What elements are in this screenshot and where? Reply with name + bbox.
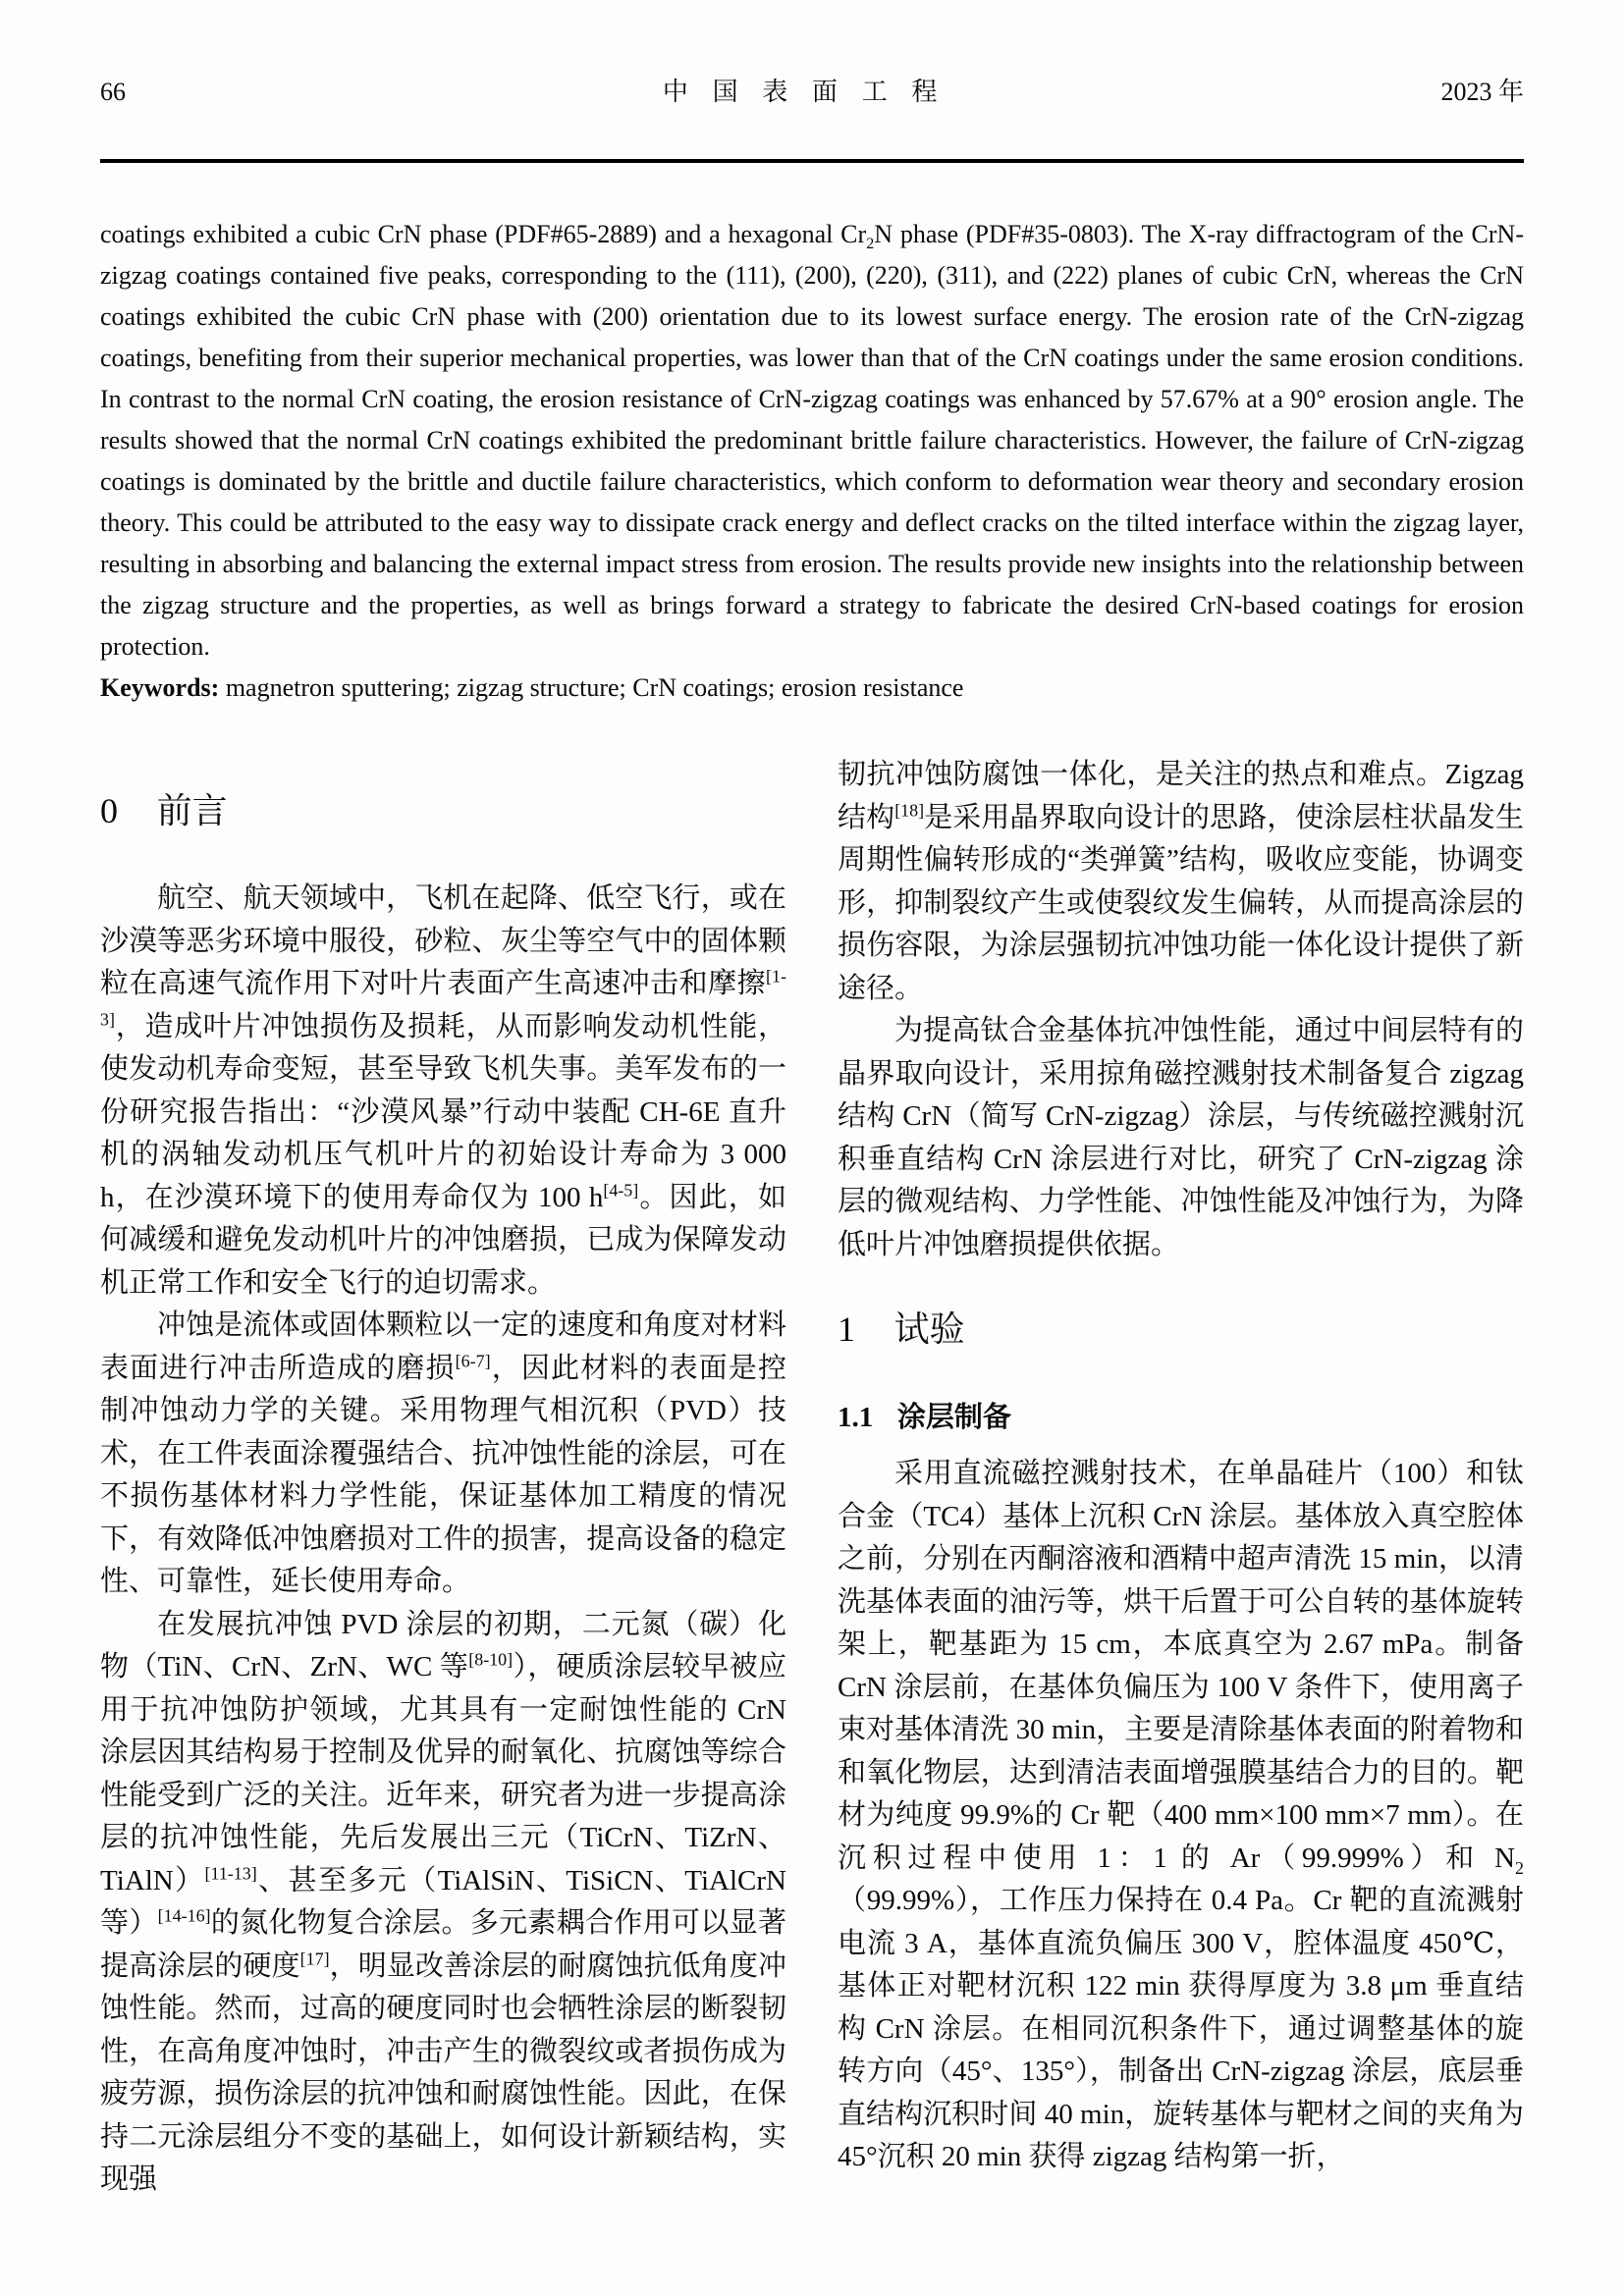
subsection-heading-1-1: [838, 1396, 1524, 1439]
section-number: 0: [100, 791, 118, 830]
section-heading-0: [100, 787, 786, 834]
keywords-line: [100, 667, 1524, 709]
journal-title: 中国表面工程: [662, 78, 962, 106]
section-heading-1: [838, 1306, 1524, 1353]
keywords-text: magnetron sputtering; zigzag structure; CrN coatings; erosion resistance: [225, 673, 964, 702]
abstract-paragraph: coatings exhibited a cubic CrN phase (PDF#65-2889) and a hexagonal $Cr_2N$ phase (PDF#35-0803). The X-ray diffractogram of the CrN-zigzag coatings contained five peaks, corresponding to the (111), (200), (220), (311), and (222) planes of cubic CrN, whereas the CrN coatings exhibited the cubic CrN phase with (200) orientation due to its lowest surface energy. The erosion rate of the CrN-zigzag coatings, benefiting from their superior mechanical properties, was lower than that of the CrN coatings under the same erosion conditions. In contrast to the normal CrN coating, the erosion resistance of CrN-zigzag coatings was enhanced by 57.67% at a 90° erosion angle. The results showed that the normal CrN coatings exhibited the predominant brittle failure characteristics. However, the failure of CrN-zigzag coatings is dominated by the brittle and ductile failure characteristics, which conform to deformation wear theory and secondary erosion theory. This could be attributed to the easy way to dissipate crack energy and deflect cracks on the tilted interface within the zigzag layer, resulting in absorbing and balancing the external impact stress from erosion. The results provide new insights into the relationship between the zigzag structure and the properties, as well as brings forward a strategy to fabricate the desired CrN-based coatings for erosion protection.: [100, 220, 1524, 661]
section-number: 1: [838, 1309, 855, 1349]
page-number: 66: [100, 78, 126, 106]
subsection-number: 1.1: [838, 1402, 874, 1433]
page-header: [100, 77, 1524, 108]
intro-para-1: 航空、航天领域中，飞机在起降、低空飞行，或在沙漠等恶劣环境中服役，砂粒、灰尘等空气中的固体颗粒在高速气流作用下对叶片表面产生高速冲击和摩擦[1-3]，造成叶片冲蚀损伤及损耗，从而影响发动机性能，使发动机寿命变短，甚至导致飞机失事。美军发布的一份研究报告指出：“沙漠风暴”行动中装配 CH-6E 直升机的涡轴发动机压气机叶片的初始设计寿命为 3 000 h，在沙漠环境下的使用寿命仅为 100 h[4-5]。因此，如何减缓和避免发动机叶片的冲蚀磨损，已成为保障发动机正常工作和安全飞行的迫切需求。: [100, 882, 786, 1299]
intro-para-continued: 韧抗冲蚀防腐蚀一体化，是关注的热点和难点。Zigzag 结构[18]是采用晶界取向设计的思路，使涂层柱状晶发生周期性偏转形成的“类弹簧”结构，吸收应变能，协调变形，抑制裂纹产生或使裂纹发生偏转，从而提高涂层的损伤容限，为涂层强韧抗冲蚀功能一体化设计提供了新途径。: [838, 759, 1524, 1004]
section-title: 前言: [156, 791, 228, 830]
keywords-label: Keywords:: [100, 673, 226, 702]
year-label: 2023 年: [1440, 78, 1524, 106]
subsection-title: 涂层制备: [896, 1402, 1011, 1433]
coating-prep-para: 采用直流磁控溅射技术，在单晶硅片（100）和钛合金（TC4）基体上沉积 CrN 涂层。基体放入真空腔体之前，分别在丙酮溶液和酒精中超声清洗 15 min，以清洗基体表面的油污等，烘干后置于可公自转的基体旋转架上，靶基距为 15 cm，本底真空为 2.67 mPa。制备 CrN 涂层前，在基体负偏压为 100 V 条件下，使用离子束对基体清洗 30 min，主要是清除基体表面的附着物和和氧化物层，达到清洁表面增强膜基结合力的目的。靶材为纯度 99.9%的 Cr 靶（400 mm×100 mm×7 mm）。在沉积过程中使用 1：1 的 Ar（99.999%）和 $N_2(99.99\%)$，工作压力保持在 0.4 Pa。Cr 靶的直流溅射电流 3 A，基体直流负偏压 300 V，腔体温度 450℃，基体正对靶材沉积 122 min 获得厚度为 3.8 μm 垂直结构 CrN 涂层。在相同沉积条件下，通过调整基体的旋转方向（45°、135°），制备出 CrN-zigzag 涂层，底层垂直结构沉积时间 40 min，旋转基体与靶材之间的夹角为 45°沉积 20 min 获得 zigzag 结构第一折，: [838, 1458, 1524, 2172]
intro-para-3: 在发展抗冲蚀 PVD 涂层的初期，二元氮（碳）化物（TiN、CrN、ZrN、WC 等[8-10]），硬质涂层较早被应用于抗冲蚀防护领域，尤其具有一定耐蚀性能的 CrN 涂层因其结构易于控制及优异的耐氧化、抗腐蚀等综合性能受到广泛的关注。近年来，研究者为进一步提高涂层的抗冲蚀性能，先后发展出三元（TiCrN、TiZrN、TiAlN）[11-13]、甚至多元（TiAlSiN、TiSiCN、TiAlCrN 等）[14-16]的氮化物复合涂层。多元素耦合作用可以显著提高涂层的硬度[17]，明显改善涂层的耐腐蚀抗低角度冲蚀性能。然而，过高的硬度同时也会牺牲涂层的断裂韧性，在高角度冲蚀时，冲击产生的微裂纹或者损伤成为疲劳源，损伤涂层的抗冲蚀和耐腐蚀性能。因此，在保持二元涂层组分不变的基础上，如何设计新颖结构，实现强: [100, 1608, 786, 2195]
section-title: 试验: [893, 1309, 965, 1349]
two-column-body: [100, 754, 1524, 2202]
intro-para-2: 冲蚀是流体或固体颗粒以一定的速度和角度对材料表面进行冲击所造成的磨损[6-7]，因此材料的表面是控制冲蚀动力学的关键。采用物理气相沉积（PVD）技术，在工件表面涂覆强结合、抗冲蚀性能的涂层，可在不损伤基体材料力学性能，保证基体加工精度的情况下，有效降低冲蚀磨损对工件的损害，提高设备的稳定性、可靠性，延长使用寿命。: [100, 1309, 786, 1597]
left-column: [100, 754, 786, 2202]
header-rule: [100, 159, 1524, 163]
right-column: [838, 754, 1524, 2202]
aim-para: 为提高钛合金基体抗冲蚀性能，通过中间层特有的晶界取向设计，采用掠角磁控溅射技术制备复合 zigzag 结构 CrN（简写 CrN-zigzag）涂层，与传统磁控溅射沉积垂直结构 CrN 涂层进行对比，研究了 CrN-zigzag 涂层的微观结构、力学性能、冲蚀性能及冲蚀行为，为降低叶片冲蚀磨损提供依据。: [838, 1015, 1524, 1260]
